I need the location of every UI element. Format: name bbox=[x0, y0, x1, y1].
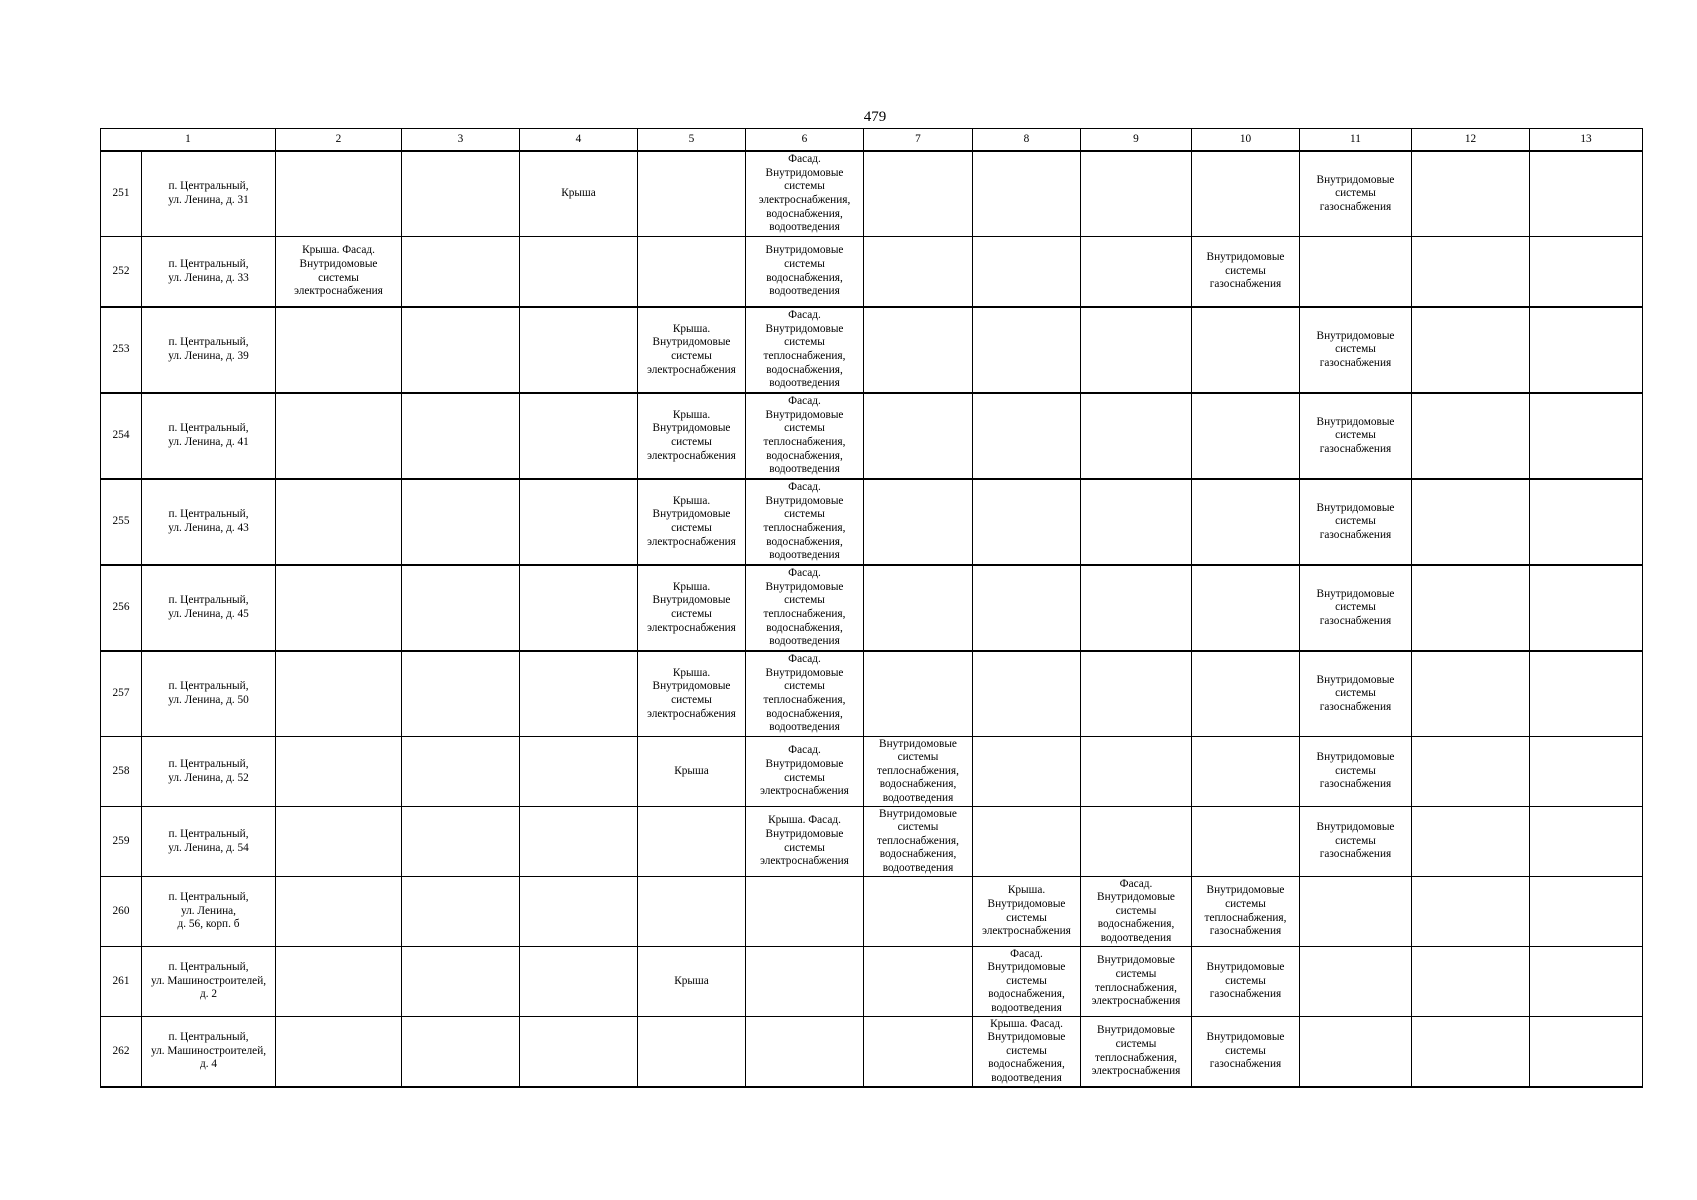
column-header-8: 8 bbox=[973, 129, 1081, 152]
work-cell-col-7 bbox=[864, 877, 973, 947]
work-cell-col-7: Внутридомовые системы теплоснабжения, водоснабжения, водоотведения bbox=[864, 807, 973, 877]
row-number: 256 bbox=[101, 565, 142, 651]
work-cell-col-12 bbox=[1412, 565, 1530, 651]
row-number: 258 bbox=[101, 737, 142, 807]
work-cell-col-10 bbox=[1192, 393, 1300, 479]
work-cell-col-13 bbox=[1530, 307, 1643, 393]
work-cell-col-12 bbox=[1412, 479, 1530, 565]
work-cell-col-3 bbox=[402, 651, 520, 737]
work-cell-col-8 bbox=[973, 807, 1081, 877]
work-cell-col-11: Внутридомовые системы газоснабжения bbox=[1300, 307, 1412, 393]
column-header-7: 7 bbox=[864, 129, 973, 152]
work-cell-col-3 bbox=[402, 151, 520, 237]
work-cell-col-6: Фасад. Внутридомовые системы электроснабжения bbox=[746, 737, 864, 807]
work-cell-col-7 bbox=[864, 565, 973, 651]
work-cell-col-12 bbox=[1412, 393, 1530, 479]
work-cell-col-2 bbox=[276, 393, 402, 479]
work-cell-col-6: Фасад. Внутридомовые системы теплоснабжения, водоснабжения, водоотведения bbox=[746, 307, 864, 393]
work-cell-col-9 bbox=[1081, 151, 1192, 237]
work-cell-col-2 bbox=[276, 565, 402, 651]
work-cell-col-11: Внутридомовые системы газоснабжения bbox=[1300, 151, 1412, 237]
page-number: 479 bbox=[863, 109, 887, 125]
work-cell-col-13 bbox=[1530, 151, 1643, 237]
work-cell-col-5: Крыша bbox=[638, 947, 746, 1017]
column-header-12: 12 bbox=[1412, 129, 1530, 152]
work-cell-col-3 bbox=[402, 947, 520, 1017]
work-cell-col-2 bbox=[276, 807, 402, 877]
work-cell-col-3 bbox=[402, 393, 520, 479]
table-row bbox=[101, 947, 1643, 1017]
work-cell-col-5: Крыша. Внутридомовые системы электроснабжения bbox=[638, 307, 746, 393]
work-cell-col-13 bbox=[1530, 565, 1643, 651]
work-cell-col-8 bbox=[973, 237, 1081, 308]
column-header-1: 1 bbox=[101, 129, 276, 152]
work-cell-col-7 bbox=[864, 393, 973, 479]
work-cell-col-5: Крыша. Внутридомовые системы электроснабжения bbox=[638, 651, 746, 737]
work-cell-col-5 bbox=[638, 151, 746, 237]
row-number: 262 bbox=[101, 1017, 142, 1088]
work-cell-col-9: Внутридомовые системы теплоснабжения, электроснабжения bbox=[1081, 947, 1192, 1017]
column-header-2: 2 bbox=[276, 129, 402, 152]
work-cell-col-2 bbox=[276, 947, 402, 1017]
address-cell: п. Центральный, ул. Ленина, д. 39 bbox=[142, 307, 276, 393]
work-cell-col-5: Крыша. Внутридомовые системы электроснабжения bbox=[638, 565, 746, 651]
address-cell: п. Центральный, ул. Ленина, д. 50 bbox=[142, 651, 276, 737]
work-cell-col-5 bbox=[638, 1017, 746, 1088]
work-cell-col-12 bbox=[1412, 1017, 1530, 1088]
table-row bbox=[101, 479, 1643, 565]
work-cell-col-7 bbox=[864, 479, 973, 565]
work-cell-col-2: Крыша. Фасад. Внутридомовые системы электроснабжения bbox=[276, 237, 402, 308]
work-cell-col-12 bbox=[1412, 151, 1530, 237]
work-cell-col-8 bbox=[973, 151, 1081, 237]
work-cell-col-8 bbox=[973, 479, 1081, 565]
work-cell-col-8: Крыша. Фасад. Внутридомовые системы водоснабжения, водоотведения bbox=[973, 1017, 1081, 1088]
work-cell-col-12 bbox=[1412, 237, 1530, 308]
work-cell-col-4 bbox=[520, 393, 638, 479]
address-cell: п. Центральный, ул. Машиностроителей, д. 4 bbox=[142, 1017, 276, 1088]
work-cell-col-9 bbox=[1081, 737, 1192, 807]
work-cell-col-13 bbox=[1530, 877, 1643, 947]
work-cell-col-4 bbox=[520, 565, 638, 651]
work-cell-col-8: Крыша. Внутридомовые системы электроснабжения bbox=[973, 877, 1081, 947]
work-cell-col-10: Внутридомовые системы газоснабжения bbox=[1192, 1017, 1300, 1088]
work-cell-col-7 bbox=[864, 151, 973, 237]
work-cell-col-7 bbox=[864, 237, 973, 308]
work-cell-col-7 bbox=[864, 651, 973, 737]
work-cell-col-8 bbox=[973, 565, 1081, 651]
column-header-13: 13 bbox=[1530, 129, 1643, 152]
work-cell-col-10: Внутридомовые системы газоснабжения bbox=[1192, 237, 1300, 308]
work-cell-col-13 bbox=[1530, 737, 1643, 807]
work-cell-col-5: Крыша bbox=[638, 737, 746, 807]
work-cell-col-4 bbox=[520, 807, 638, 877]
work-cell-col-8 bbox=[973, 737, 1081, 807]
column-header-3: 3 bbox=[402, 129, 520, 152]
work-cell-col-6 bbox=[746, 1017, 864, 1088]
work-cell-col-11: Внутридомовые системы газоснабжения bbox=[1300, 565, 1412, 651]
work-cell-col-8: Фасад. Внутридомовые системы водоснабжения, водоотведения bbox=[973, 947, 1081, 1017]
work-cell-col-5 bbox=[638, 807, 746, 877]
work-cell-col-11: Внутридомовые системы газоснабжения bbox=[1300, 479, 1412, 565]
work-cell-col-4: Крыша bbox=[520, 151, 638, 237]
column-header-4: 4 bbox=[520, 129, 638, 152]
work-cell-col-2 bbox=[276, 1017, 402, 1088]
table-row bbox=[101, 807, 1643, 877]
address-cell: п. Центральный, ул. Ленина, д. 54 bbox=[142, 807, 276, 877]
capital-repair-table bbox=[100, 128, 1643, 1088]
column-header-5: 5 bbox=[638, 129, 746, 152]
work-cell-col-10 bbox=[1192, 651, 1300, 737]
column-header-9: 9 bbox=[1081, 129, 1192, 152]
work-cell-col-13 bbox=[1530, 1017, 1643, 1088]
work-cell-col-7: Внутридомовые системы теплоснабжения, водоснабжения, водоотведения bbox=[864, 737, 973, 807]
work-cell-col-13 bbox=[1530, 237, 1643, 308]
work-cell-col-8 bbox=[973, 651, 1081, 737]
row-number: 252 bbox=[101, 237, 142, 308]
work-cell-col-3 bbox=[402, 807, 520, 877]
work-cell-col-6 bbox=[746, 877, 864, 947]
work-cell-col-10 bbox=[1192, 565, 1300, 651]
table-row bbox=[101, 565, 1643, 651]
work-cell-col-10: Внутридомовые системы газоснабжения bbox=[1192, 947, 1300, 1017]
work-cell-col-2 bbox=[276, 307, 402, 393]
work-cell-col-9 bbox=[1081, 479, 1192, 565]
row-number: 251 bbox=[101, 151, 142, 237]
work-cell-col-10 bbox=[1192, 307, 1300, 393]
work-cell-col-3 bbox=[402, 479, 520, 565]
work-cell-col-11 bbox=[1300, 947, 1412, 1017]
work-cell-col-4 bbox=[520, 1017, 638, 1088]
work-cell-col-9 bbox=[1081, 393, 1192, 479]
work-cell-col-12 bbox=[1412, 651, 1530, 737]
work-cell-col-11: Внутридомовые системы газоснабжения bbox=[1300, 393, 1412, 479]
row-number: 255 bbox=[101, 479, 142, 565]
table-row bbox=[101, 393, 1643, 479]
address-cell: п. Центральный, ул. Ленина, д. 43 bbox=[142, 479, 276, 565]
work-cell-col-5: Крыша. Внутридомовые системы электроснабжения bbox=[638, 393, 746, 479]
work-cell-col-9 bbox=[1081, 651, 1192, 737]
address-cell: п. Центральный, ул. Ленина, д. 31 bbox=[142, 151, 276, 237]
work-cell-col-11: Внутридомовые системы газоснабжения bbox=[1300, 807, 1412, 877]
work-cell-col-3 bbox=[402, 877, 520, 947]
work-cell-col-9: Фасад. Внутридомовые системы водоснабжения, водоотведения bbox=[1081, 877, 1192, 947]
work-cell-col-12 bbox=[1412, 737, 1530, 807]
work-cell-col-12 bbox=[1412, 947, 1530, 1017]
work-cell-col-7 bbox=[864, 947, 973, 1017]
table-row bbox=[101, 307, 1643, 393]
table-row bbox=[101, 651, 1643, 737]
work-cell-col-6: Фасад. Внутридомовые системы теплоснабжения, водоснабжения, водоотведения bbox=[746, 651, 864, 737]
work-cell-col-9 bbox=[1081, 307, 1192, 393]
address-cell: п. Центральный, ул. Ленина, д. 52 bbox=[142, 737, 276, 807]
column-header-10: 10 bbox=[1192, 129, 1300, 152]
work-cell-col-6: Внутридомовые системы водоснабжения, водоотведения bbox=[746, 237, 864, 308]
row-number: 260 bbox=[101, 877, 142, 947]
address-cell: п. Центральный, ул. Машиностроителей, д. 2 bbox=[142, 947, 276, 1017]
row-number: 259 bbox=[101, 807, 142, 877]
work-cell-col-4 bbox=[520, 947, 638, 1017]
work-cell-col-10 bbox=[1192, 807, 1300, 877]
table-row bbox=[101, 737, 1643, 807]
work-cell-col-6: Фасад. Внутридомовые системы электроснабжения, водоснабжения, водоотведения bbox=[746, 151, 864, 237]
work-cell-col-9 bbox=[1081, 565, 1192, 651]
table-row bbox=[101, 151, 1643, 237]
address-cell: п. Центральный, ул. Ленина, д. 45 bbox=[142, 565, 276, 651]
table-row bbox=[101, 237, 1643, 308]
work-cell-col-7 bbox=[864, 1017, 973, 1088]
row-number: 261 bbox=[101, 947, 142, 1017]
work-cell-col-3 bbox=[402, 737, 520, 807]
work-cell-col-3 bbox=[402, 307, 520, 393]
work-cell-col-4 bbox=[520, 307, 638, 393]
work-cell-col-10 bbox=[1192, 737, 1300, 807]
work-cell-col-3 bbox=[402, 565, 520, 651]
work-cell-col-6: Фасад. Внутридомовые системы теплоснабжения, водоснабжения, водоотведения bbox=[746, 393, 864, 479]
work-cell-col-13 bbox=[1530, 479, 1643, 565]
work-cell-col-13 bbox=[1530, 393, 1643, 479]
work-cell-col-2 bbox=[276, 737, 402, 807]
work-cell-col-5 bbox=[638, 877, 746, 947]
address-cell: п. Центральный, ул. Ленина, д. 33 bbox=[142, 237, 276, 308]
address-cell: п. Центральный, ул. Ленина, д. 56, корп. б bbox=[142, 877, 276, 947]
row-number: 254 bbox=[101, 393, 142, 479]
work-cell-col-10: Внутридомовые системы теплоснабжения, газоснабжения bbox=[1192, 877, 1300, 947]
work-cell-col-3 bbox=[402, 237, 520, 308]
work-cell-col-7 bbox=[864, 307, 973, 393]
work-cell-col-2 bbox=[276, 479, 402, 565]
work-cell-col-9 bbox=[1081, 807, 1192, 877]
work-cell-col-6: Фасад. Внутридомовые системы теплоснабжения, водоснабжения, водоотведения bbox=[746, 565, 864, 651]
work-cell-col-4 bbox=[520, 651, 638, 737]
work-cell-col-5: Крыша. Внутридомовые системы электроснабжения bbox=[638, 479, 746, 565]
table-row bbox=[101, 1017, 1643, 1088]
work-cell-col-11: Внутридомовые системы газоснабжения bbox=[1300, 737, 1412, 807]
work-cell-col-8 bbox=[973, 307, 1081, 393]
column-number-row bbox=[101, 129, 1643, 152]
work-cell-col-5 bbox=[638, 237, 746, 308]
work-cell-col-11 bbox=[1300, 1017, 1412, 1088]
column-header-11: 11 bbox=[1300, 129, 1412, 152]
work-cell-col-13 bbox=[1530, 651, 1643, 737]
work-cell-col-12 bbox=[1412, 877, 1530, 947]
work-cell-col-4 bbox=[520, 237, 638, 308]
work-cell-col-6 bbox=[746, 947, 864, 1017]
work-cell-col-9 bbox=[1081, 237, 1192, 308]
address-cell: п. Центральный, ул. Ленина, д. 41 bbox=[142, 393, 276, 479]
work-cell-col-3 bbox=[402, 1017, 520, 1088]
work-cell-col-2 bbox=[276, 151, 402, 237]
work-cell-col-12 bbox=[1412, 307, 1530, 393]
work-cell-col-4 bbox=[520, 877, 638, 947]
work-cell-col-11 bbox=[1300, 877, 1412, 947]
work-cell-col-10 bbox=[1192, 151, 1300, 237]
work-cell-col-4 bbox=[520, 737, 638, 807]
work-cell-col-2 bbox=[276, 877, 402, 947]
work-cell-col-13 bbox=[1530, 947, 1643, 1017]
column-header-6: 6 bbox=[746, 129, 864, 152]
work-cell-col-11: Внутридомовые системы газоснабжения bbox=[1300, 651, 1412, 737]
work-cell-col-13 bbox=[1530, 807, 1643, 877]
work-cell-col-10 bbox=[1192, 479, 1300, 565]
row-number: 257 bbox=[101, 651, 142, 737]
work-cell-col-8 bbox=[973, 393, 1081, 479]
work-cell-col-4 bbox=[520, 479, 638, 565]
work-cell-col-12 bbox=[1412, 807, 1530, 877]
work-cell-col-6: Фасад. Внутридомовые системы теплоснабжения, водоснабжения, водоотведения bbox=[746, 479, 864, 565]
work-cell-col-9: Внутридомовые системы теплоснабжения, электроснабжения bbox=[1081, 1017, 1192, 1088]
work-cell-col-6: Крыша. Фасад. Внутридомовые системы электроснабжения bbox=[746, 807, 864, 877]
work-cell-col-2 bbox=[276, 651, 402, 737]
work-cell-col-11 bbox=[1300, 237, 1412, 308]
row-number: 253 bbox=[101, 307, 142, 393]
table-row bbox=[101, 877, 1643, 947]
